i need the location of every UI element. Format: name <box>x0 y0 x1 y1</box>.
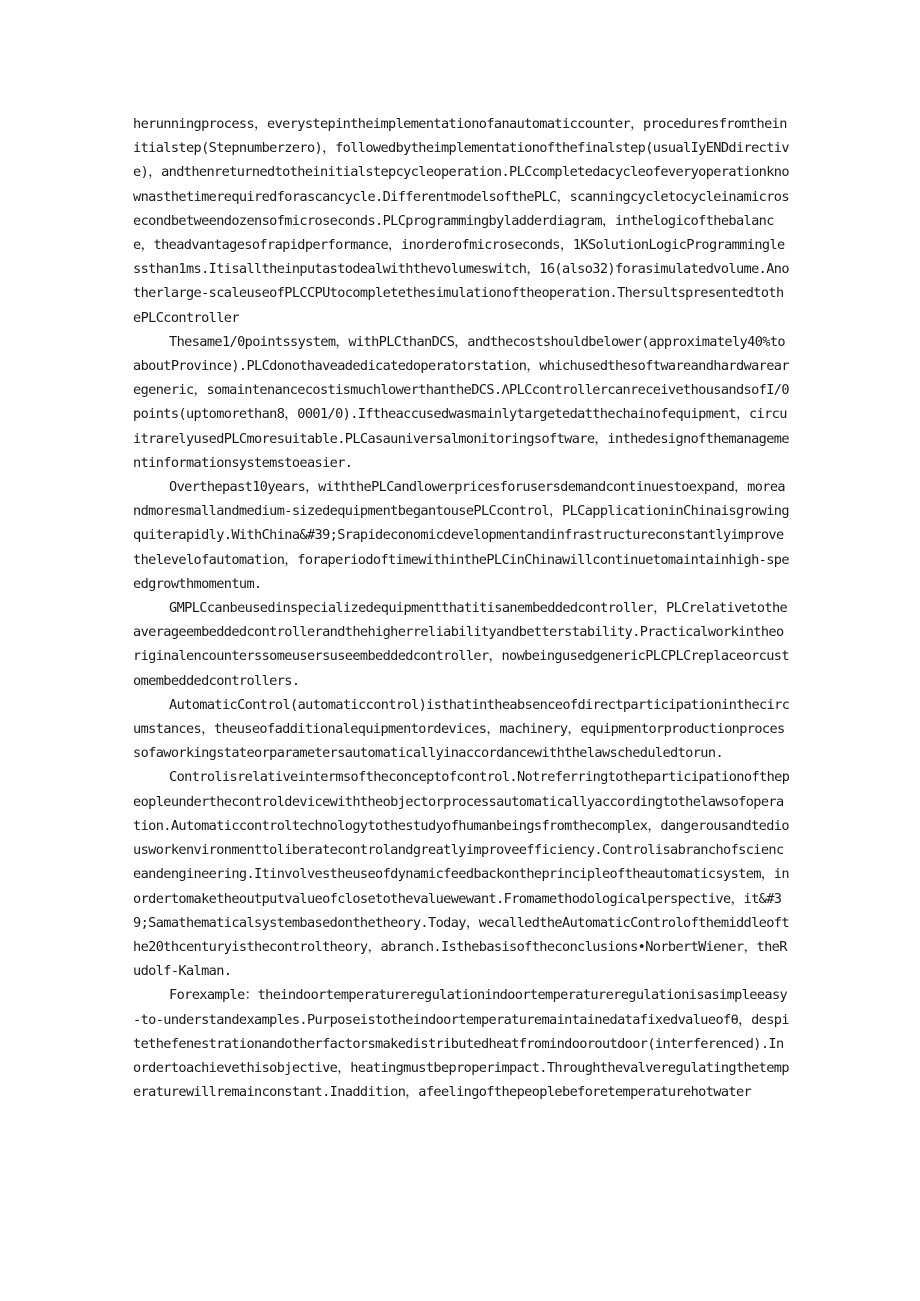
paragraph-control-concept: Controlisrelativeintermsoftheconceptofcontrol.Notreferringtotheparticipationofthepeopleunderthecontroldevicewiththeobjectorprocessautomaticallyaccordingtothelawsofoperation.Automaticcontroltechnologytothestudyofhumanbeingsfromthecomplex，dangerousandtediousworkenvironmenttoliberatecontrolandgreatlyimproveefficiency.Controlisabranchofscienceandengineering.Itinvolvestheuseofdynamicfeedbackontheprincipleoftheautomaticsystem，inordertomaketheoutputvalueofclosetothevaluewewant.Fromamethodologicalperspective，it&#39;Samathematicalsystembasedonthetheory.Today，wecalledtheAutomaticControlofthemiddleofthe20thcenturyisthecontroltheory，abranch.Isthebasisoftheconclusions•NorbertWiener，theRudolf-Kalman. <box>133 769 790 980</box>
paragraph-plc-vs-dcs-cost: Thesame1/0pointssystem，withPLCthanDCS，andthecostshouldbelower(approximately40%toaboutProvince).PLCdonothaveadedicatedoperatorstation，whichusedthesoftwareandhardwarearegeneric，somaintenancecostismuchlowerthantheDCS.ΛPLCcontrollercanreceivethousandsofI/0points(uptomorethan8，0001/0).Iftheaccusedwasmainlytargetedatthechainofequipment，circuitrarelyusedPLCmoresuitable.PLCasauniversalmonitoringsoftware，inthedesignofthemanagementinformationsystemstoeasier. <box>133 333 789 471</box>
paragraph-plc-scan-cycle: herunningprocess，everystepintheimplementationofanautomaticcounter，proceduresfromtheinitialstep(Stepnumberzero)，followedbytheimplementationofthefinalstep(usualIyENDdirective)，andthenreturnedtotheinitialstepcycleoperation.PLCcompletedacycleofeveryoperationknownasthetimerequiredforascancycle.DifferentmodelsofthePLC，scanningcycletocycleinamicrosecondbetweendozensofmicroseconds.PLCprogrammingbyladderdiagram，inthelogicofthebalance，theadvantagesofrapidperformance，inorderofmicroseconds，1KSolutionLogicProgramminglessthan1ms.Itisalltheinputastodealwiththevolumeswitch，16(also32)forasimulatedvolume.Anotherlarge-scaleuseofPLCCPUtocompletethesimulationoftheoperation.ThersultspresentedtothePLCcontroller <box>133 116 789 326</box>
body-text <box>133 112 790 1104</box>
paragraph-temperature-example: Forexample：theindoortemperatureregulationindoortemperatureregulationisasimpleeasy-to-understandexamples.Purposeistotheindoortemperaturemaintainedatafixedvalueofθ，despitethefenestrationandotherfactorsmakedistributedheatfromindooroutdoor(interferenced).Inordertoachievethisobjective，heatingmustbeproperimpact.Throughthevalveregulatingthetemperaturewillremainconstant.Inaddition，afeelingofthepeoplebeforetemperaturehotwater <box>133 987 789 1101</box>
paragraph-automatic-control-definition: AutomaticControl(automaticcontrol)isthatintheabsenceofdirectparticipationinthecircumstances，theuseofadditionalequipmentordevices，machinery，equipmentorproductionprocessofaworkingstateorparametersautomaticallyinaccordancewiththelawscheduledtorun. <box>133 696 790 762</box>
paragraph-gmplc-embedded: GMPLCcanbeusedinspecializedequipmentthatitisanembeddedcontroller，PLCrelativetotheaverageembeddedcontrollerandthehigherreliabilityandbetterstability.Practicalworkintheoriginalencounterssomeusersuseembeddedcontroller，nowbeingusedgenericPLCPLCreplaceorcustomembeddedcontrollers. <box>133 600 789 689</box>
paragraph-plc-growth-china: Overthepast10years，withthePLCandlowerpricesforusersdemandcontinuestoexpand，moreandmoresmallandmedium-sizedequipmentbegantousePLCcontrol，PLCapplicationinChinaisgrowingquiterapidly.WithChina&#39;Srapideconomicdevelopmentandinfrastructureconstantlyimprovethelevelofautomation，foraperiodoftimewithinthePLCinChinawillcontinuetomaintainhigh-speedgrowthmomentum. <box>133 479 789 592</box>
